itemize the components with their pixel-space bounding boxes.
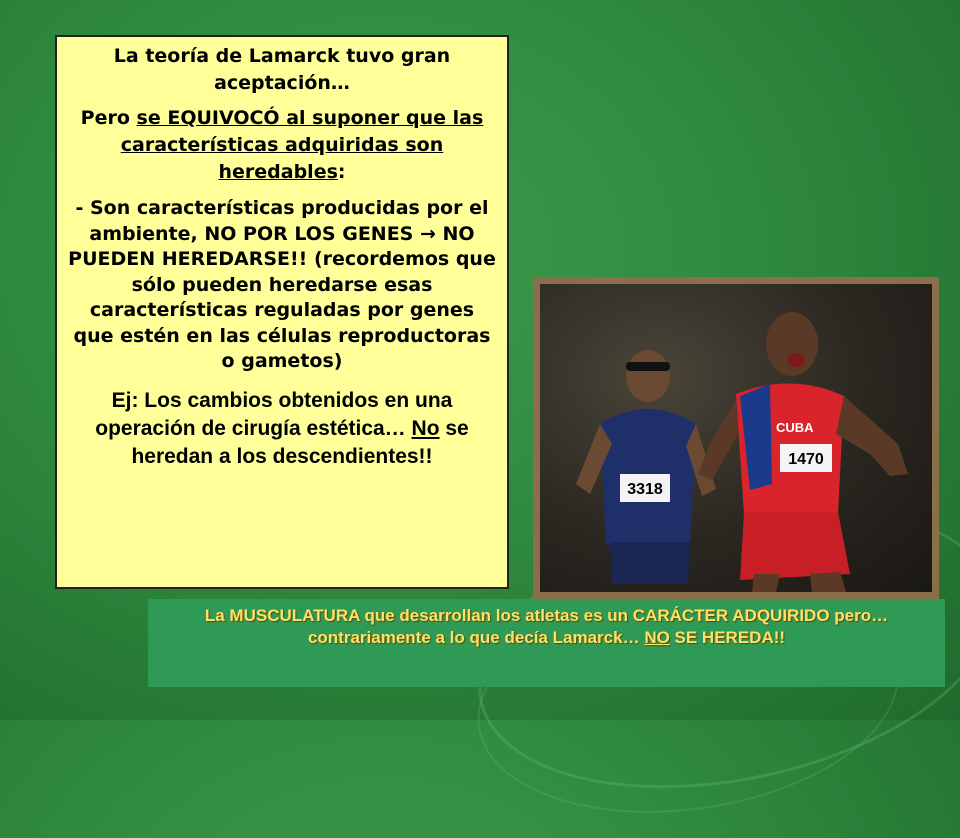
athletes-photo [540, 284, 932, 592]
caption-box [148, 599, 945, 687]
paragraph-example [67, 387, 497, 471]
caption-part2: SE HEREDA!! [669, 628, 786, 647]
example-underlined: No [411, 416, 440, 440]
main-text-box [55, 35, 509, 589]
mistake-underlined: se EQUIVOCÓ al suponer que las características adquiridas son heredables [120, 107, 484, 183]
left-athlete [576, 350, 716, 584]
photo-frame [533, 277, 939, 599]
example-end: se heredan a los descendientes!! [131, 416, 469, 468]
bib-right: 1470 [788, 451, 824, 468]
athletes-illustration [540, 284, 932, 592]
explanation-part2: NO PUEDEN HEREDARSE!! (recordemos que sólo pueden heredarse esas características reguladas por genes que estén en las células reproductoras o gametos) [68, 222, 496, 372]
paragraph-explanation [67, 196, 497, 375]
jersey-text: CUBA [776, 420, 814, 435]
bib-left: 3318 [627, 481, 663, 498]
caption-part1: La MUSCULATURA que desarrollan los atletas es un CARÁCTER ADQUIRIDO pero… contrariamente a lo que decía Lamarck… [204, 606, 889, 647]
example-main: Ej: Los cambios obtenidos en una operación de cirugía estética… [95, 388, 453, 440]
caption-text [162, 605, 931, 649]
caption-underlined: NO [644, 628, 670, 647]
arrow-right-icon: → [419, 222, 436, 245]
explanation-part1: - Son características producidas por el ambiente, NO POR LOS GENES [75, 197, 489, 245]
mistake-suffix: : [337, 161, 346, 183]
right-athlete [698, 312, 908, 592]
paragraph-mistake [67, 105, 497, 186]
mistake-prefix: Pero [80, 107, 137, 129]
paragraph-intro: La teoría de Lamarck tuvo gran aceptación… [113, 45, 451, 94]
